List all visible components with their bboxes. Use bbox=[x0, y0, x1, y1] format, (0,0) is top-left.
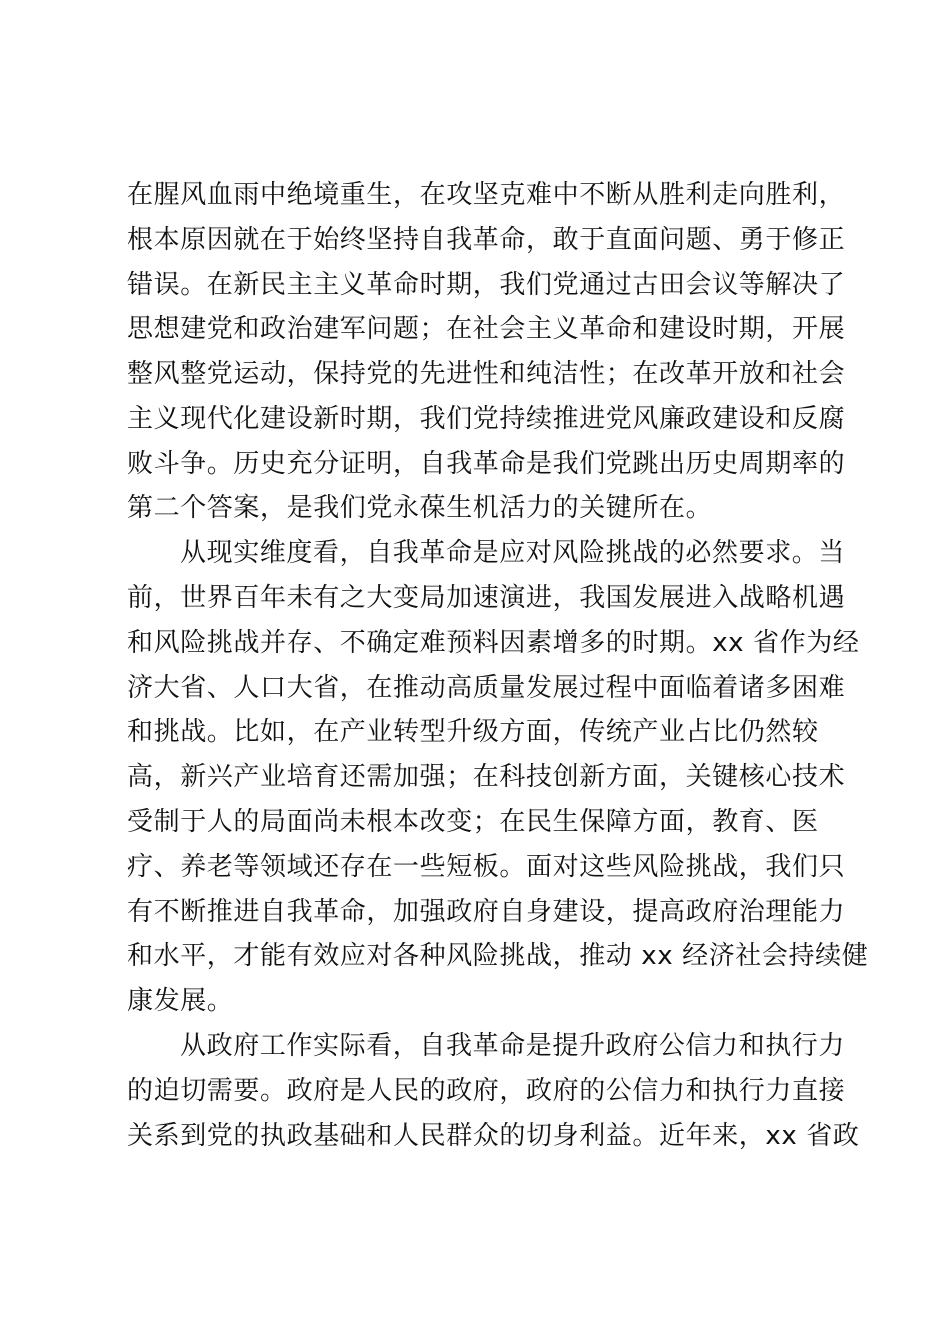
text-line: 主义现代化建设新时期，我们党持续推进党风廉政建设和反腐 bbox=[127, 404, 846, 434]
text-line: 根本原因就在于始终坚持自我革命，敢于直面问题、勇于修正 bbox=[127, 225, 846, 255]
text-line: 和挑战。比如，在产业转型升级方面，传统产业占比仍然较 bbox=[127, 717, 819, 747]
text-line: 整风整党运动，保持党的先进性和纯洁性；在改革开放和社会 bbox=[127, 359, 846, 389]
text-line: 关系到党的执政基础和人民群众的切身利益。近年来，xx 省政 bbox=[127, 1121, 860, 1151]
text-line: 败斗争。历史充分证明，自我革命是我们党跳出历史周期率的 bbox=[127, 449, 846, 479]
text-line: 错误。在新民主主义革命时期，我们党通过古田会议等解决了 bbox=[127, 270, 846, 300]
text-line: 的迫切需要。政府是人民的政府，政府的公信力和执行力直接 bbox=[127, 1076, 846, 1106]
text-line: 有不断推进自我革命，加强政府自身建设，提高政府治理能力 bbox=[127, 897, 846, 927]
paragraph-first-line: 从现实维度看，自我革命是应对风险挑战的必然要求。当 bbox=[180, 538, 846, 568]
text-line: 和水平，才能有效应对各种风险挑战，推动 xx 经济社会持续健 bbox=[127, 941, 869, 971]
paragraph-first-line: 从政府工作实际看，自我革命是提升政府公信力和执行力 bbox=[180, 1031, 846, 1061]
text-line: 前，世界百年未有之大变局加速演进，我国发展进入战略机遇 bbox=[127, 583, 846, 613]
text-line: 第二个答案，是我们党永葆生机活力的关键所在。 bbox=[127, 493, 713, 523]
text-line: 和风险挑战并存、不确定难预料因素增多的时期。xx 省作为经 bbox=[127, 628, 860, 658]
text-line: 康发展。 bbox=[127, 986, 234, 1016]
text-line: 在腥风血雨中绝境重生，在攻坚克难中不断从胜利走向胜利， bbox=[127, 180, 846, 210]
text-line: 高，新兴产业培育还需加强；在科技创新方面，关键核心技术 bbox=[127, 762, 846, 792]
text-line: 思想建党和政治建军问题；在社会主义革命和建设时期，开展 bbox=[127, 314, 846, 344]
text-line: 疗、养老等领域还存在一些短板。面对这些风险挑战，我们只 bbox=[127, 852, 846, 882]
text-line: 济大省、人口大省，在推动高质量发展过程中面临着诸多困难 bbox=[127, 673, 846, 703]
text-line: 受制于人的局面尚未根本改变；在民生保障方面，教育、医 bbox=[127, 807, 819, 837]
